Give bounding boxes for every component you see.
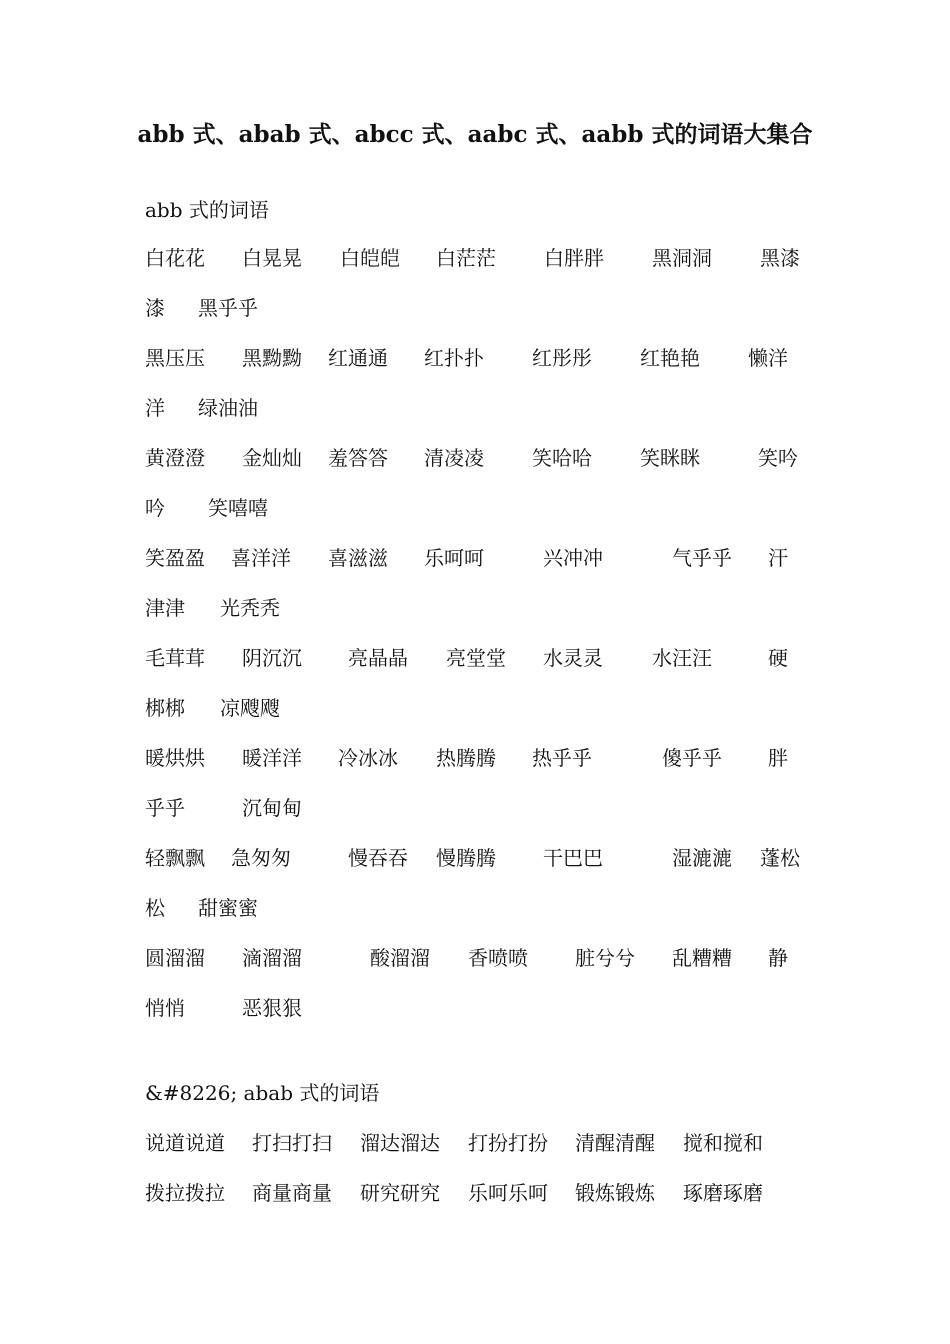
word-item: 湿漉漉: [672, 846, 732, 870]
word-item: 清凌凌: [424, 446, 484, 470]
word-item: 胖: [768, 746, 788, 770]
word-item: 笑吟: [758, 446, 798, 470]
word-item: 悄悄: [145, 996, 185, 1020]
abb-line: [0, 693, 950, 723]
word-item: 汗: [768, 546, 788, 570]
word-item: 懒洋: [748, 346, 788, 370]
word-item: 沉甸甸: [242, 796, 302, 820]
word-item: 硬: [768, 646, 788, 670]
abb-line: [0, 543, 950, 573]
word-item: 亮堂堂: [446, 646, 506, 670]
word-item: 热腾腾: [436, 746, 496, 770]
word-item: 说道说道: [145, 1131, 225, 1155]
word-item: 红扑扑: [424, 346, 484, 370]
abb-line: [0, 293, 950, 323]
abab-line: [0, 1178, 950, 1208]
word-item: 白花花: [145, 246, 205, 270]
word-item: 琢磨琢磨: [683, 1181, 763, 1205]
word-item: 搅和搅和: [683, 1131, 763, 1155]
word-item: 清醒清醒: [575, 1131, 655, 1155]
word-item: 吟: [145, 496, 165, 520]
word-item: 津津: [145, 596, 185, 620]
word-item: 黑黝黝: [242, 346, 302, 370]
word-item: 乱糟糟: [672, 946, 732, 970]
word-item: 轻飘飘: [145, 846, 205, 870]
word-item: 兴冲冲: [543, 546, 603, 570]
word-item: 打扫打扫: [252, 1131, 332, 1155]
word-item: 松: [145, 896, 165, 920]
abb-line: [0, 643, 950, 673]
word-item: 拨拉拨拉: [145, 1181, 225, 1205]
abb-line: [0, 993, 950, 1023]
abb-line: [0, 493, 950, 523]
word-item: 蓬松: [760, 846, 800, 870]
word-item: 香喷喷: [468, 946, 528, 970]
word-item: 脏兮兮: [575, 946, 635, 970]
word-item: 红艳艳: [640, 346, 700, 370]
word-item: 金灿灿: [242, 446, 302, 470]
word-item: 黑洞洞: [652, 246, 712, 270]
word-item: 白茫茫: [436, 246, 496, 270]
word-item: 酸溜溜: [370, 946, 430, 970]
word-item: 阴沉沉: [242, 646, 302, 670]
word-item: 暖洋洋: [242, 746, 302, 770]
word-item: 黑压压: [145, 346, 205, 370]
section-heading-abb: abb 式的词语: [145, 198, 269, 222]
abab-line: [0, 1128, 950, 1158]
document-title: abb 式、abab 式、abcc 式、aabc 式、aabb 式的词语大集合: [137, 121, 813, 148]
word-item: 光秃秃: [220, 596, 280, 620]
word-item: 静: [768, 946, 788, 970]
abb-line: [0, 343, 950, 373]
word-item: 白晃晃: [242, 246, 302, 270]
word-item: 慢腾腾: [436, 846, 496, 870]
word-item: 傻乎乎: [662, 746, 722, 770]
word-item: 白胖胖: [544, 246, 604, 270]
abb-line: [0, 943, 950, 973]
word-item: 水汪汪: [652, 646, 712, 670]
word-item: 漆: [145, 296, 165, 320]
word-item: 乐呵呵: [424, 546, 484, 570]
word-item: 慢吞吞: [348, 846, 408, 870]
word-item: 红通通: [328, 346, 388, 370]
abb-line: [0, 443, 950, 473]
abb-line: [0, 393, 950, 423]
word-item: 黑乎乎: [198, 296, 258, 320]
word-item: 红彤彤: [532, 346, 592, 370]
word-item: 笑盈盈: [145, 546, 205, 570]
word-item: 圆溜溜: [145, 946, 205, 970]
word-item: 梆梆: [145, 696, 185, 720]
word-item: 气乎乎: [672, 546, 732, 570]
word-item: 黑漆: [760, 246, 800, 270]
word-item: 黄澄澄: [145, 446, 205, 470]
word-item: 溜达溜达: [360, 1131, 440, 1155]
abb-line: [0, 243, 950, 273]
word-item: 冷冰冰: [338, 746, 398, 770]
abb-line: [0, 593, 950, 623]
word-item: 滴溜溜: [242, 946, 302, 970]
abb-line: [0, 843, 950, 873]
word-item: 绿油油: [198, 396, 258, 420]
word-item: 锻炼锻炼: [575, 1181, 655, 1205]
word-item: 急匆匆: [231, 846, 291, 870]
word-item: 恶狠狠: [242, 996, 302, 1020]
word-item: 笑眯眯: [640, 446, 700, 470]
word-item: 凉飕飕: [220, 696, 280, 720]
word-item: 笑嘻嘻: [208, 496, 268, 520]
word-item: 乐呵乐呵: [468, 1181, 548, 1205]
word-item: 白皑皑: [340, 246, 400, 270]
word-item: 水灵灵: [543, 646, 603, 670]
word-item: 研究研究: [360, 1181, 440, 1205]
abb-line: [0, 893, 950, 923]
word-item: 亮晶晶: [348, 646, 408, 670]
section-heading-abab: &#8226; abab 式的词语: [145, 1081, 380, 1105]
word-item: 热乎乎: [532, 746, 592, 770]
word-item: 笑哈哈: [532, 446, 592, 470]
word-item: 打扮打扮: [468, 1131, 548, 1155]
word-item: 羞答答: [328, 446, 388, 470]
word-item: 喜洋洋: [231, 546, 291, 570]
abb-line: [0, 743, 950, 773]
word-item: 乎乎: [145, 796, 185, 820]
word-item: 毛茸茸: [145, 646, 205, 670]
word-item: 干巴巴: [543, 846, 603, 870]
word-item: 喜滋滋: [328, 546, 388, 570]
word-item: 洋: [145, 396, 165, 420]
word-item: 暖烘烘: [145, 746, 205, 770]
abb-line: [0, 793, 950, 823]
word-item: 甜蜜蜜: [198, 896, 258, 920]
word-item: 商量商量: [252, 1181, 332, 1205]
